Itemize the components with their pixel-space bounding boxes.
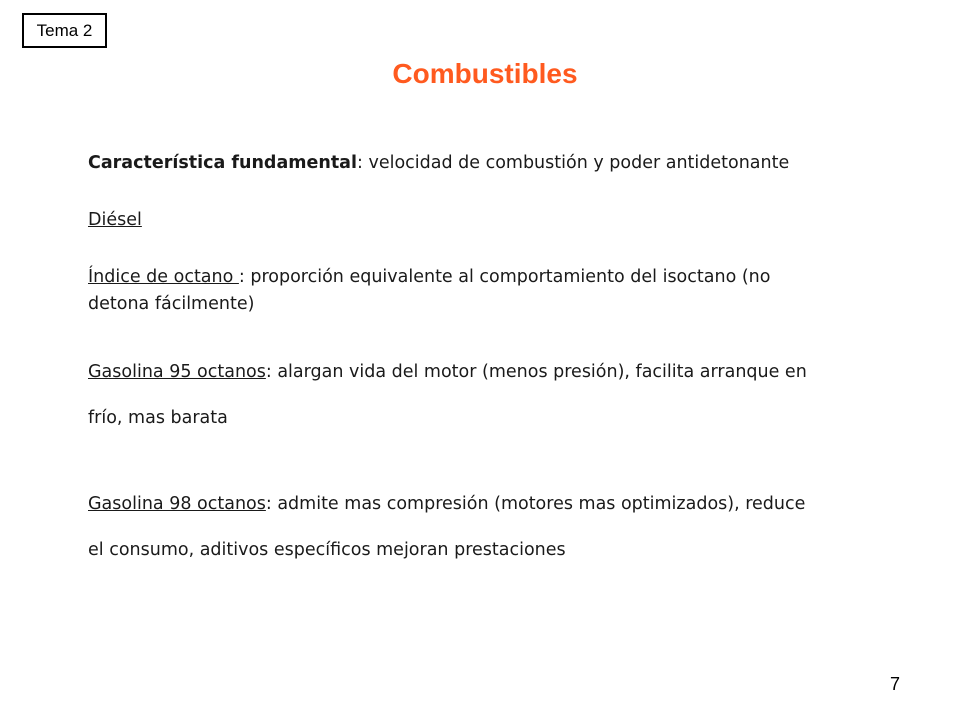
g98-text-1: : admite mas compresión (motores mas optimizados), reduce xyxy=(265,494,806,514)
topic-tag xyxy=(22,13,107,48)
slide-title: Combustibles xyxy=(392,58,578,89)
paragraph-indice-octano xyxy=(88,264,888,318)
g95-line-1 xyxy=(88,359,888,386)
indice-label: Índice de octano xyxy=(88,267,239,287)
caracteristica-text: : velocidad de combustión y poder antidetonante xyxy=(357,153,790,173)
g98-label: Gasolina 98 octanos xyxy=(88,494,266,514)
g95-label: Gasolina 95 octanos xyxy=(88,362,266,382)
paragraph-diesel xyxy=(88,207,888,234)
g95-text-2: frío, mas barata xyxy=(88,408,228,428)
indice-text-2: detona fácilmente) xyxy=(88,294,255,314)
g98-line-1 xyxy=(88,491,888,518)
diesel-heading: Diésel xyxy=(88,210,142,230)
page-number: 7 xyxy=(890,674,901,694)
topic-tag-label: Tema 2 xyxy=(36,20,93,40)
indice-line-1 xyxy=(88,264,888,291)
g95-text-1: : alargan vida del motor (menos presión), facilita arranque en xyxy=(265,362,807,382)
paragraph-gasolina-98 xyxy=(88,491,888,564)
g98-text-2: el consumo, aditivos específicos mejoran prestaciones xyxy=(88,540,566,560)
caracteristica-label: Característica fundamental xyxy=(88,153,357,173)
indice-text-1: : proporción equivalente al comportamiento del isoctano (no xyxy=(238,267,771,287)
paragraph-gasolina-95 xyxy=(88,359,888,432)
paragraph-caracteristica xyxy=(88,150,888,177)
